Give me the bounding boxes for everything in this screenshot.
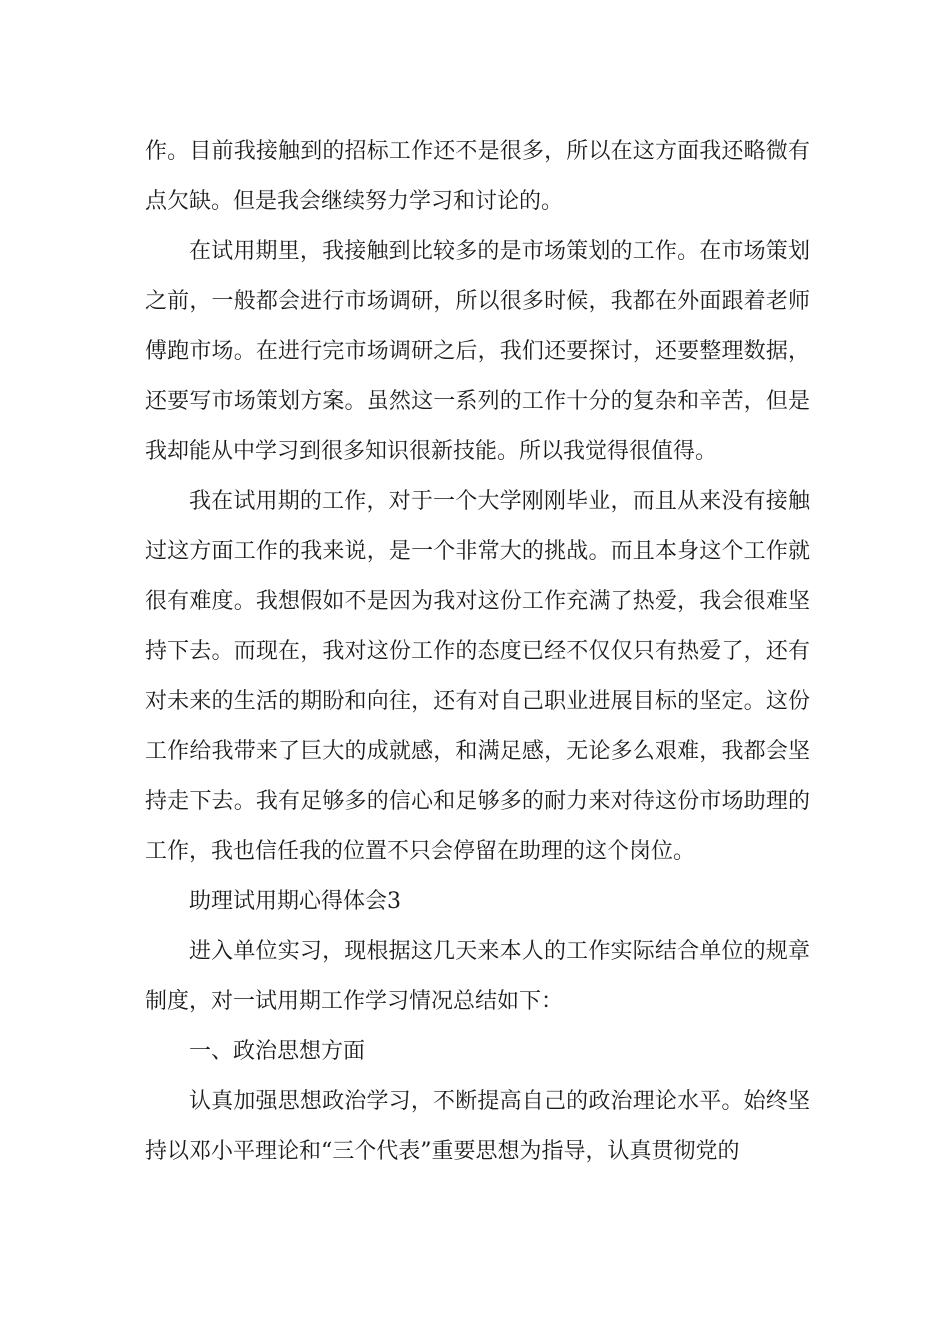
paragraph: 进入单位实习，现根据这几天来本人的工作实际结合单位的规章制度，对一试用期工作学习情况总结如下：	[145, 939, 810, 1014]
paragraph: 我在试用期的工作，对于一个大学刚刚毕业，而且从来没有接触过这方面工作的我来说，是一个非常大的挑战。而且本身这个工作就很有难度。我想假如不是因为我对这份工作充满了热爱，我会很难坚持下去。而现在，我对这份工作的态度已经不仅仅只有热爱了，还有对未来的生活的期盼和向往，还有对自己职业进展目标的坚定。这份工作给我带来了巨大的成就感，和满足感，无论多么艰难，我都会坚持走下去。我有足够多的信心和足够多的耐力来对待这份市场助理的工作，我也信任我的位置不只会停留在助理的这个岗位。	[145, 489, 810, 864]
paragraph: 认真加强思想政治学习，不断提高自己的政治理论水平。始终坚持以邓小平理论和“三个代表”重要思想为指导，认真贯彻党的	[145, 1089, 810, 1164]
paragraph: 在试用期里，我接触到比较多的是市场策划的工作。在市场策划之前，一般都会进行市场调研，所以很多时候，我都在外面跟着老师傅跑市场。在进行完市场调研之后，我们还要探讨，还要整理数据，还要写市场策划方案。虽然这一系列的工作十分的复杂和辛苦，但是我却能从中学习到很多知识很新技能。所以我觉得很值得。	[145, 239, 810, 464]
subsection-heading: 一、政治思想方面	[189, 1039, 366, 1064]
paragraph: 作。目前我接触到的招标工作还不是很多，所以在这方面我还略微有点欠缺。但是我会继续努力学习和讨论的。	[145, 139, 810, 214]
document-body	[145, 127, 810, 1177]
section-heading: 助理试用期心得体会3	[189, 889, 401, 914]
